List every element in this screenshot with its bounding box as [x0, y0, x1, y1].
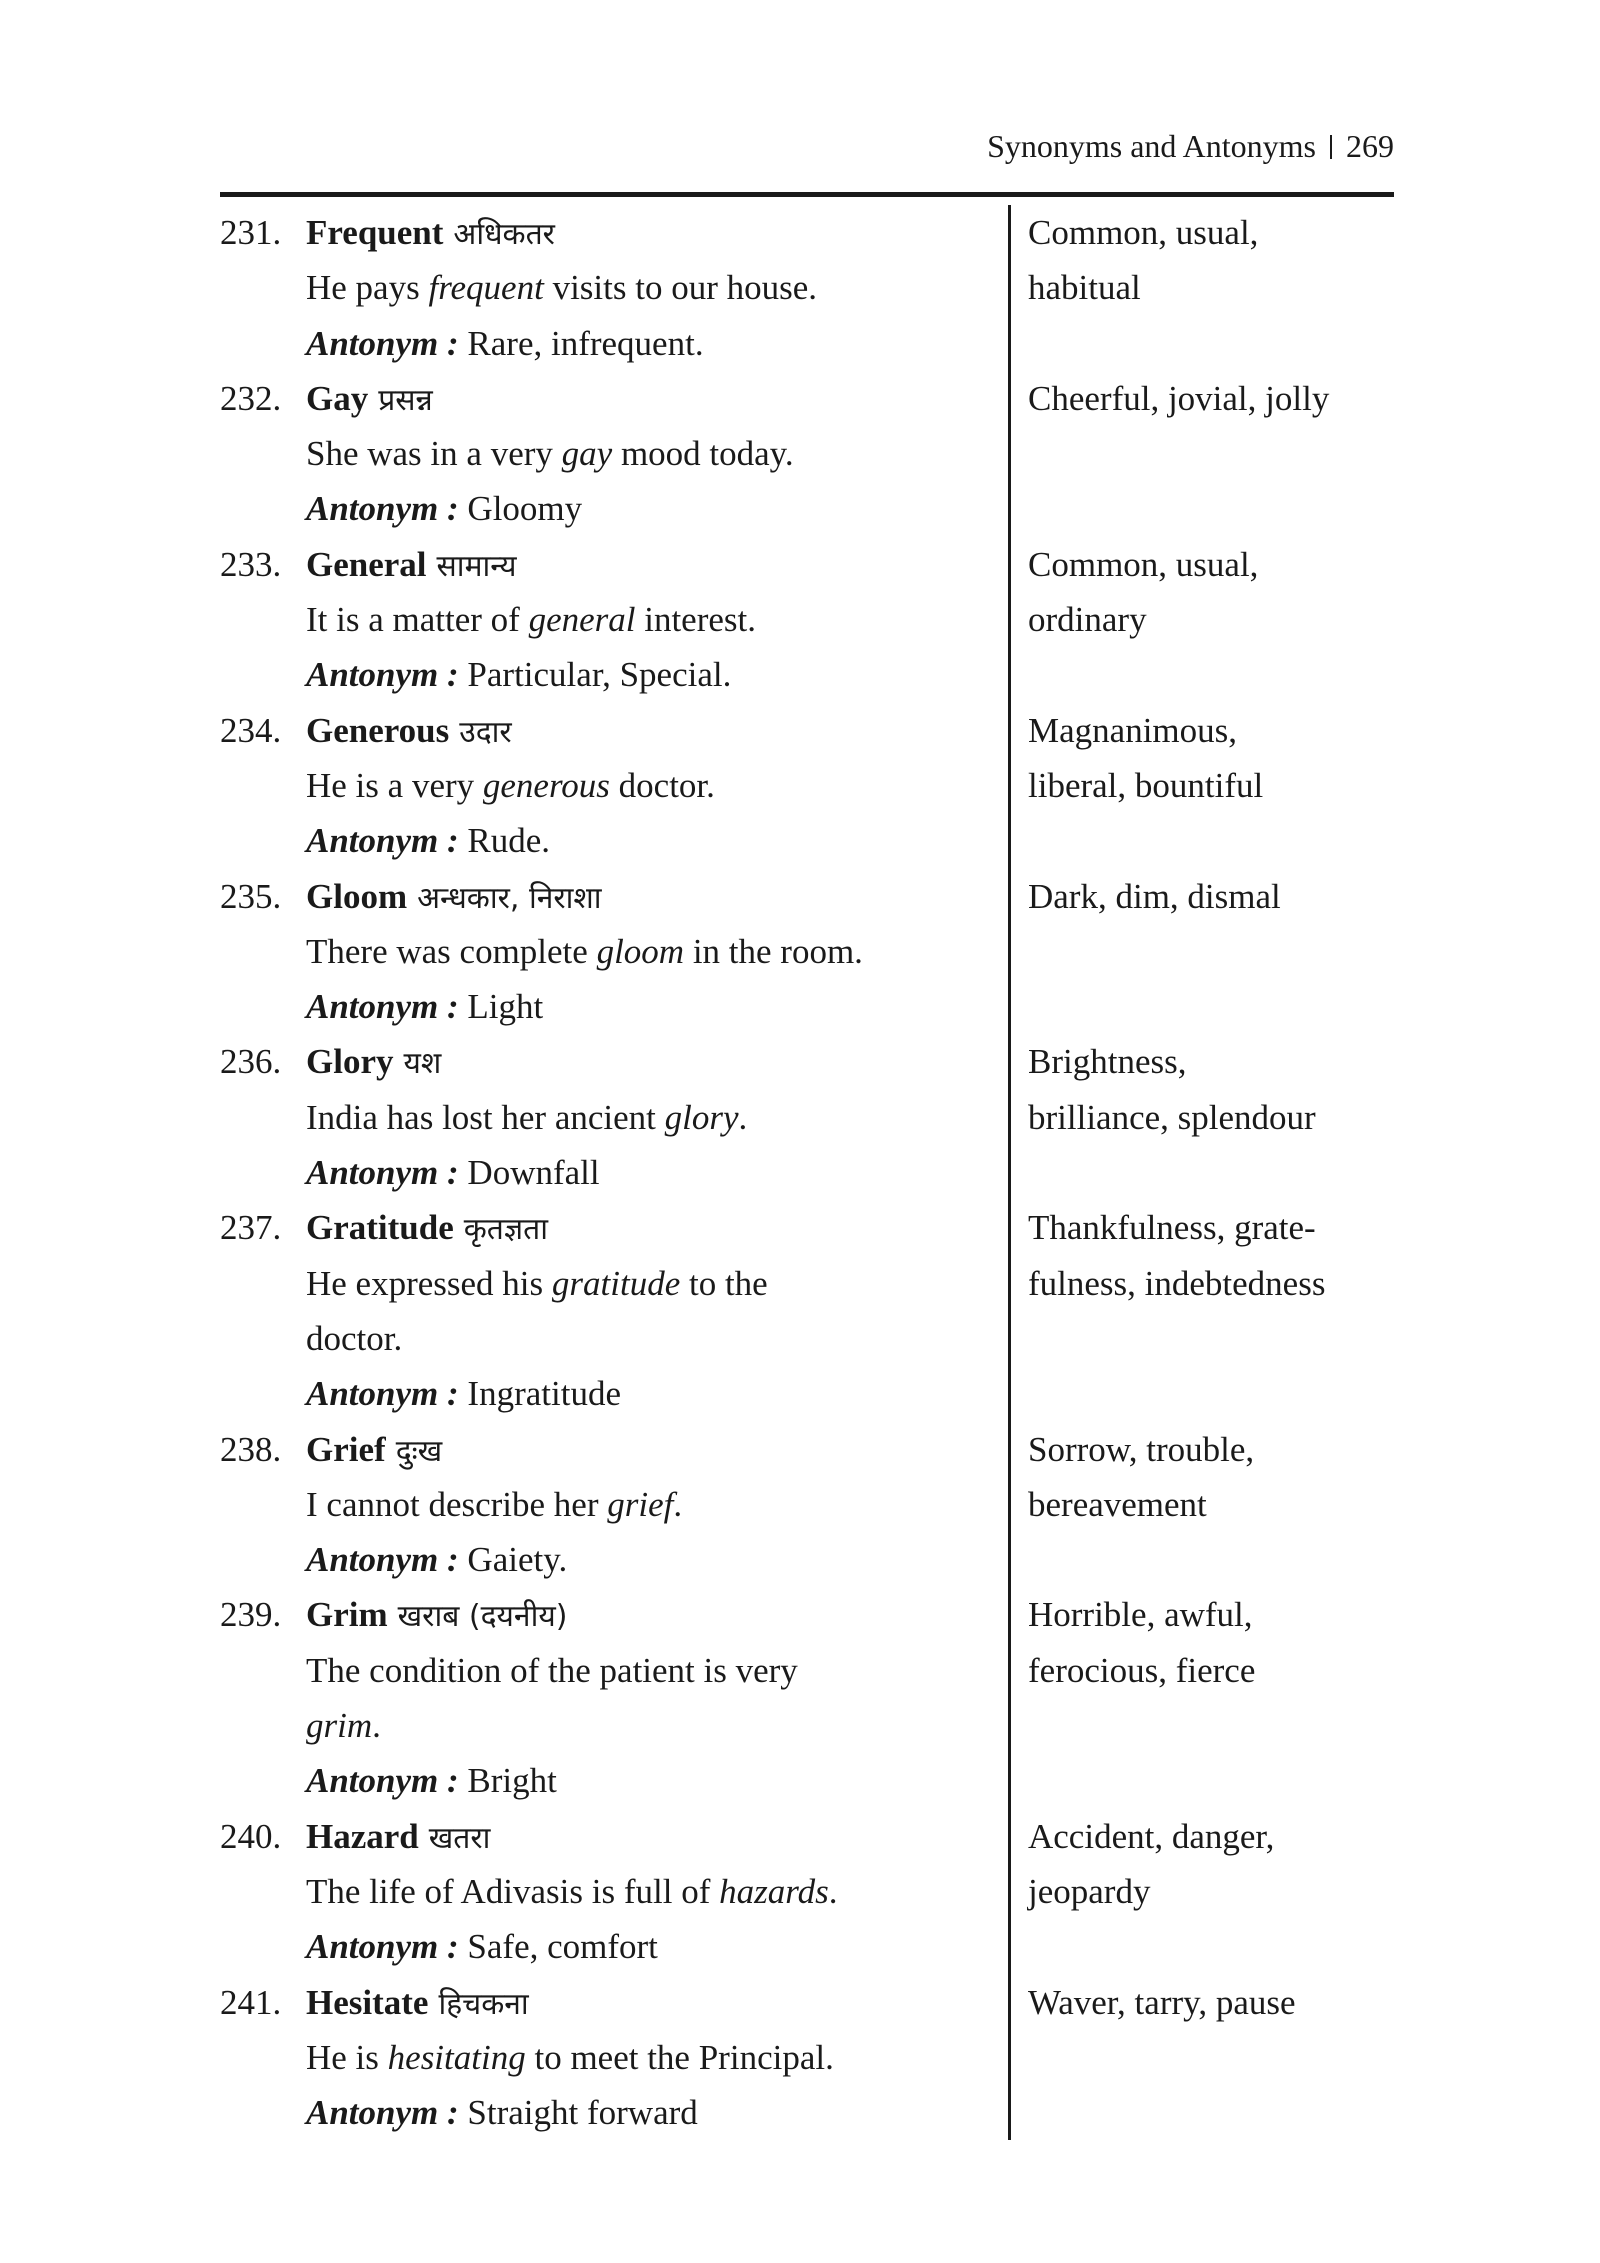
synonym-line: bereavement [1028, 1484, 1207, 1524]
sentence-text: visits to our house. [543, 268, 818, 308]
synonym-line: habitual [1028, 268, 1141, 308]
antonym-value: Safe, comfort [467, 1927, 658, 1967]
hindi-meaning: अन्धकार, निराशा [417, 880, 602, 916]
entry [0, 537, 1600, 703]
synonym-line: liberal, bountiful [1028, 765, 1264, 805]
example-sentence [220, 592, 1000, 647]
entry [0, 869, 1600, 1035]
sentence-keyword: grim [306, 1706, 373, 1746]
sentence-text: I cannot describe her [306, 1484, 608, 1524]
hindi-meaning: यश [403, 1046, 442, 1082]
entry [0, 1200, 1600, 1421]
header-rule [220, 192, 1394, 197]
hindi-meaning: दुःख [395, 1433, 443, 1469]
entry [0, 371, 1600, 537]
entry-number: 239. [220, 1595, 282, 1635]
synonyms [1028, 1975, 1400, 2030]
example-sentence [220, 924, 1000, 979]
entry-word: Generous [306, 710, 450, 750]
entry-number: 235. [220, 876, 282, 916]
sentence-keyword: glory [664, 1097, 739, 1137]
example-sentence [220, 1698, 1000, 1753]
entry-head-row [220, 1200, 1000, 1255]
hindi-meaning: खतरा [428, 1820, 491, 1856]
sentence-keyword: generous [482, 765, 610, 805]
sentence-keyword: hesitating [387, 2037, 526, 2077]
antonym-row [220, 2085, 1000, 2140]
entry-head-row [220, 205, 1000, 260]
entry-main [220, 1975, 1000, 2141]
antonym-label: Antonym : [306, 987, 459, 1027]
running-header [220, 124, 1394, 168]
antonym-value: Rare, infrequent. [467, 323, 704, 363]
sentence-keyword: gloom [596, 931, 685, 971]
antonym-row [220, 1145, 1000, 1200]
synonym-line: Common, usual, [1028, 213, 1259, 252]
sentence-keyword: gratitude [551, 1263, 681, 1303]
entry [0, 205, 1600, 371]
entry-main [220, 1422, 1000, 1588]
antonym-row [220, 1532, 1000, 1587]
antonym-row [220, 1753, 1000, 1808]
entry-head-row [220, 1034, 1000, 1089]
synonym-line: Sorrow, trouble, [1028, 1429, 1255, 1469]
antonym-row [220, 316, 1000, 371]
entry-number: 231. [220, 213, 282, 252]
sentence-text: interest. [635, 600, 757, 640]
antonym-row [220, 1919, 1000, 1974]
synonym-line: Waver, tarry, pause [1028, 1982, 1296, 2022]
example-sentence [220, 1643, 1000, 1698]
sentence-keyword: frequent [428, 268, 544, 308]
entry-word: Glory [306, 1042, 394, 1082]
antonym-label: Antonym : [306, 1761, 459, 1801]
synonym-line: jeopardy [1028, 1871, 1151, 1911]
entry-main [220, 1200, 1000, 1421]
synonym-line: Magnanimous, [1028, 710, 1238, 750]
sentence-text: . [372, 1706, 381, 1746]
entry-word: Gloom [306, 876, 408, 916]
entry-main [220, 1809, 1000, 1975]
sentence-text: doctor. [609, 765, 715, 805]
entry [0, 1809, 1600, 1975]
antonym-label: Antonym : [306, 1153, 459, 1193]
synonym-line: brilliance, splendour [1028, 1097, 1316, 1137]
antonym-value: Downfall [467, 1153, 600, 1193]
sentence-text: He is a very [306, 765, 483, 805]
entry-number: 234. [220, 710, 282, 750]
hindi-meaning: अधिकतर [453, 217, 555, 252]
entry-number: 237. [220, 1208, 282, 1248]
antonym-row [220, 647, 1000, 702]
synonym-line: Common, usual, [1028, 544, 1259, 584]
entry-head-row [220, 1587, 1000, 1642]
synonyms [1028, 1587, 1400, 1698]
sentence-keyword: grief [607, 1484, 674, 1524]
example-sentence [220, 426, 1000, 481]
entry-number: 240. [220, 1816, 282, 1856]
entry [0, 1587, 1600, 1808]
sentence-keyword: hazards [719, 1871, 829, 1911]
synonyms [1028, 1809, 1400, 1920]
synonym-line: Brightness, [1028, 1042, 1187, 1082]
example-sentence [220, 1864, 1000, 1919]
antonym-value: Rude. [467, 821, 551, 861]
example-sentence [220, 2030, 1000, 2085]
antonym-row [220, 979, 1000, 1034]
antonym-label: Antonym : [306, 1374, 459, 1414]
antonym-value: Particular, Special. [467, 655, 732, 695]
antonym-row [220, 481, 1000, 536]
entry-head-row [220, 703, 1000, 758]
sentence-keyword: general [528, 600, 636, 640]
synonym-line: Horrible, awful, [1028, 1595, 1253, 1635]
antonym-label: Antonym : [306, 1540, 459, 1580]
entry-head-row [220, 371, 1000, 426]
hindi-meaning: हिचकना [438, 1986, 529, 2022]
entry-number: 238. [220, 1429, 282, 1469]
entry-head-row [220, 537, 1000, 592]
sentence-text: in the room. [684, 931, 863, 971]
antonym-value: Ingratitude [467, 1374, 621, 1414]
entry-number: 241. [220, 1982, 282, 2022]
sentence-text: The condition of the patient is very [306, 1650, 798, 1690]
entry-head-row [220, 869, 1000, 924]
synonyms [1028, 371, 1400, 426]
entry [0, 1975, 1600, 2141]
sentence-text: He expressed his [306, 1263, 552, 1303]
entry-head-row [220, 1809, 1000, 1864]
example-sentence [220, 260, 1000, 315]
antonym-label: Antonym : [306, 2093, 459, 2133]
antonym-value: Light [467, 987, 544, 1027]
entry-word: Hesitate [306, 1982, 429, 2022]
entry-main [220, 537, 1000, 703]
sentence-text: There was complete [306, 931, 597, 971]
entry-main [220, 1587, 1000, 1808]
sentence-text: mood today. [612, 434, 794, 474]
entry-word: Grim [306, 1595, 388, 1635]
antonym-label: Antonym : [306, 489, 459, 529]
synonym-line: Dark, dim, dismal [1028, 876, 1281, 916]
hindi-meaning: कृतज्ञता [463, 1212, 549, 1248]
entry-word: Gratitude [306, 1208, 454, 1248]
synonym-line: Cheerful, jovial, jolly [1028, 378, 1330, 418]
entry-main [220, 1034, 1000, 1200]
antonym-row [220, 813, 1000, 868]
synonyms [1028, 1034, 1400, 1145]
hindi-meaning: उदार [459, 714, 512, 750]
sentence-text: He is [306, 2037, 388, 2077]
sentence-text: The life of Adivasis is full of [306, 1871, 720, 1911]
sentence-text: . [673, 1484, 683, 1524]
hindi-meaning: सामान्य [436, 548, 517, 584]
entry-number: 233. [220, 544, 282, 584]
entry-word: Grief [306, 1429, 386, 1469]
sentence-text: India has lost her ancient [306, 1097, 665, 1137]
entry-word: Frequent [306, 213, 444, 252]
entry-main [220, 869, 1000, 1035]
sentence-keyword: gay [561, 434, 613, 474]
synonym-line: ferocious, fierce [1028, 1650, 1256, 1690]
page-number: 269 [1346, 128, 1394, 164]
entry-word: General [306, 544, 427, 584]
sentence-text: It is a matter of [306, 600, 529, 640]
antonym-value: Bright [467, 1761, 557, 1801]
antonym-value: Gaiety. [467, 1540, 568, 1580]
antonym-label: Antonym : [306, 655, 459, 695]
hindi-meaning: खराब (दयनीय) [397, 1599, 568, 1635]
entry-head-row [220, 1975, 1000, 2030]
header-separator [1330, 135, 1332, 159]
antonym-label: Antonym : [306, 821, 459, 861]
sentence-text: to meet the Principal. [525, 2037, 834, 2077]
synonyms [1028, 869, 1400, 924]
header-title: Synonyms and Antonyms [987, 128, 1316, 164]
sentence-text: to the [680, 1263, 768, 1303]
sentence-text: doctor. [306, 1318, 403, 1358]
entry-word: Gay [306, 378, 369, 418]
entry-word: Hazard [306, 1816, 419, 1856]
entry-main [220, 703, 1000, 869]
synonyms [1028, 1200, 1400, 1311]
hindi-meaning: प्रसन्न [378, 382, 433, 418]
antonym-label: Antonym : [306, 323, 459, 363]
synonyms [1028, 205, 1400, 316]
entry [0, 1034, 1600, 1200]
example-sentence [220, 1090, 1000, 1145]
sentence-text: She was in a very [306, 434, 562, 474]
synonym-line: Accident, danger, [1028, 1816, 1275, 1856]
example-sentence [220, 1256, 1000, 1311]
sentence-text: . [828, 1871, 838, 1911]
synonym-line: fulness, indebtedness [1028, 1263, 1326, 1303]
entry-head-row [220, 1422, 1000, 1477]
example-sentence [220, 758, 1000, 813]
example-sentence [220, 1477, 1000, 1532]
entry [0, 703, 1600, 869]
entry-number: 236. [220, 1042, 282, 1082]
antonym-value: Straight forward [467, 2093, 698, 2133]
sentence-text: . [738, 1097, 748, 1137]
antonym-label: Antonym : [306, 1927, 459, 1967]
entry-main [220, 205, 1000, 371]
entry-list [0, 205, 1600, 2140]
synonyms [1028, 537, 1400, 648]
antonym-row [220, 1366, 1000, 1421]
example-sentence [220, 1311, 1000, 1366]
antonym-value: Gloomy [467, 489, 583, 529]
entry-main [220, 371, 1000, 537]
sentence-text: He pays [306, 268, 429, 308]
synonym-line: Thankfulness, grate- [1028, 1208, 1316, 1248]
entry [0, 1422, 1600, 1588]
entry-number: 232. [220, 378, 282, 418]
synonyms [1028, 703, 1400, 814]
synonym-line: ordinary [1028, 600, 1147, 640]
synonyms [1028, 1422, 1400, 1533]
